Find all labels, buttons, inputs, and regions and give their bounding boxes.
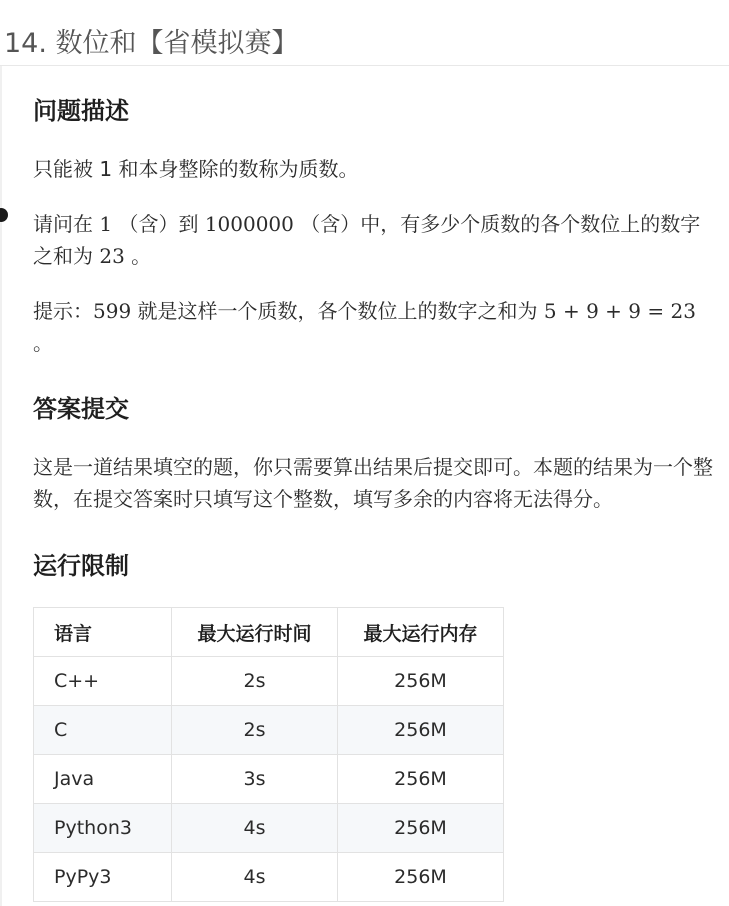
problem-description-heading: 问题描述 xyxy=(33,97,129,125)
column-header-time: 最大运行时间 xyxy=(172,608,338,657)
margin-dot-icon xyxy=(0,208,8,222)
cell-memory: 256M xyxy=(338,755,504,804)
table-row xyxy=(34,853,504,902)
cell-time: 4s xyxy=(172,804,338,853)
cell-time: 2s xyxy=(172,706,338,755)
column-header-language: 语言 xyxy=(34,608,172,657)
table-row xyxy=(34,755,504,804)
cell-language: C xyxy=(34,706,172,755)
cell-language: Java xyxy=(34,755,172,804)
table-row xyxy=(34,804,504,853)
cell-language: PyPy3 xyxy=(34,853,172,902)
p2-text-2: （含）到 xyxy=(112,212,205,236)
title-bar xyxy=(0,0,729,66)
p2-text-1: 请问在 xyxy=(33,212,100,236)
page-title: 14. 数位和【省模拟赛】 xyxy=(4,28,299,60)
answer-heading: 答案提交 xyxy=(33,395,129,423)
cell-language: Python3 xyxy=(34,804,172,853)
answer-paragraph: 这是一道结果填空的题，你只需要算出结果后提交即可。本题的结果为一个整数，在提交答案时只填写这个整数，填写多余的内容将无法得分。 xyxy=(33,455,713,511)
p3-text-2: 就是这样一个质数，各个数位上的数字之和为 xyxy=(131,299,544,323)
cell-memory: 256M xyxy=(338,853,504,902)
cell-memory: 256M xyxy=(338,657,504,706)
p2-number-1: 1 xyxy=(99,212,113,236)
p3-text-3: 。 xyxy=(33,331,53,355)
table-row xyxy=(34,706,504,755)
left-rail xyxy=(0,66,2,906)
cell-language: C++ xyxy=(34,657,172,706)
cell-time: 2s xyxy=(172,657,338,706)
cell-memory: 256M xyxy=(338,706,504,755)
p2-number-2: 1000000 xyxy=(204,212,294,236)
table-row xyxy=(34,657,504,706)
p2-text-3: （含）中，有多少个质数的各个数位上的数字之和为 xyxy=(33,212,701,268)
limits-table xyxy=(33,607,504,902)
p3-text-1: 提示： xyxy=(33,299,93,323)
p3-number-1: 599 xyxy=(93,299,132,323)
p3-equation: 5 + 9 + 9 = 23 xyxy=(543,299,696,323)
cell-time: 4s xyxy=(172,853,338,902)
cell-time: 3s xyxy=(172,755,338,804)
table-header-row xyxy=(34,608,504,657)
column-header-memory: 最大运行内存 xyxy=(338,608,504,657)
p2-number-3: 23 xyxy=(99,244,125,268)
p2-text-4: 。 xyxy=(124,244,152,268)
problem-paragraph-2 xyxy=(33,208,713,272)
limits-heading: 运行限制 xyxy=(33,552,129,580)
problem-paragraph-1: 只能被 1 和本身整除的数称为质数。 xyxy=(33,157,359,181)
problem-paragraph-3 xyxy=(33,295,713,359)
cell-memory: 256M xyxy=(338,804,504,853)
